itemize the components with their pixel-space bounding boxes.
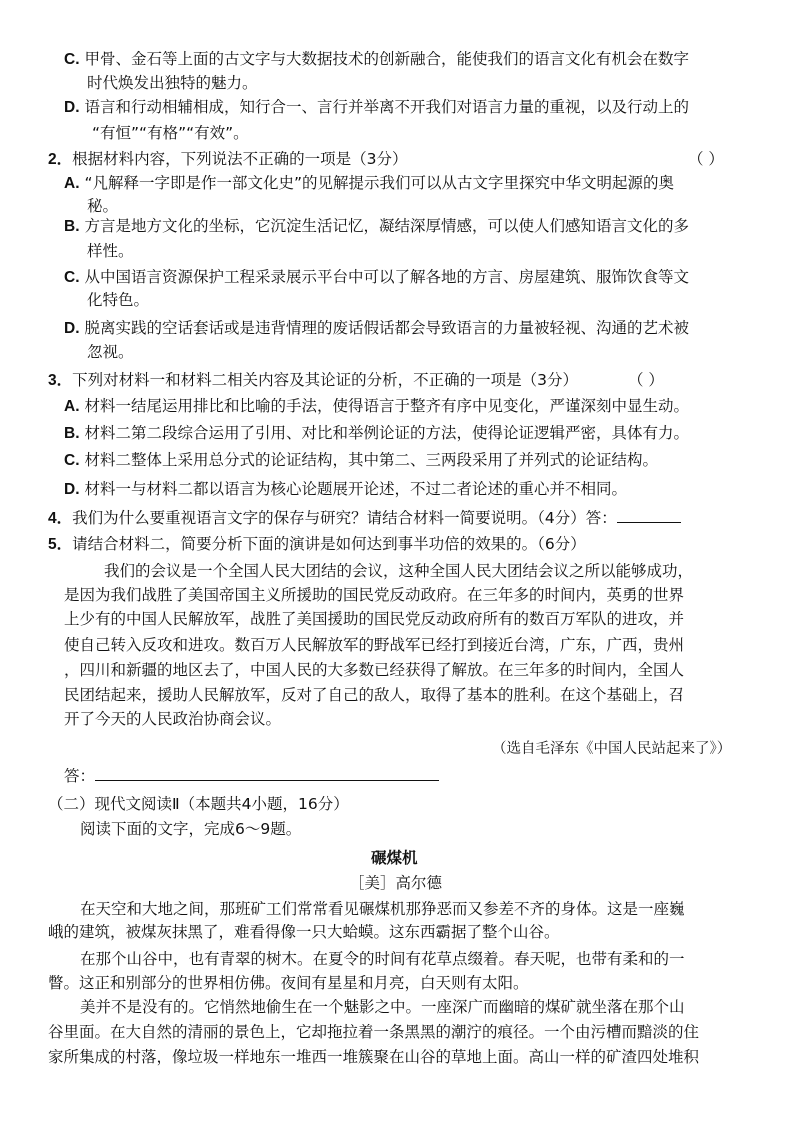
q2-option-c <box>64 266 689 289</box>
option-letter: C. <box>64 452 80 469</box>
question-text: 下列对材料一和材料二相关内容及其论证的分析，不正确的一项是（3分） <box>72 371 578 389</box>
option-text: 材料一与材料二都以语言为核心论题展开论述，不过二者论述的重心并不相同。 <box>84 480 627 498</box>
q2-answer-paren: （ ） <box>688 150 724 168</box>
question-number: 3． <box>48 372 73 389</box>
article-paragraph-line: 家所集成的村落，像垃圾一样地东一堆西一堆簇聚在山谷的草地上面。高山一样的矿渣四处堆积 <box>48 1048 700 1066</box>
q2-option-a-cont: 秘。 <box>87 197 119 215</box>
answer-blank[interactable] <box>95 764 439 781</box>
q3-stem <box>48 369 578 392</box>
article-paragraph-line: 峨的建筑，被煤灰抹黑了，难看得像一只大蛤蟆。这东西霸据了整个山谷。 <box>48 923 560 941</box>
article-author: ［美］高尔德 <box>349 874 443 892</box>
option-letter: C. <box>64 51 80 68</box>
q2-option-c-cont: 化特色。 <box>87 291 150 309</box>
question-number: 4． <box>48 510 73 527</box>
q4-stem <box>48 506 681 530</box>
option-text: 材料一结尾运用排比和比喻的手法，使得语言于整齐有序中见变化，严谨深刻中显生动。 <box>84 397 689 415</box>
speech-line: 上少有的中国人民解放军，战胜了美国援助的国民党反动政府所有的数百万军队的进攻，并 <box>64 610 685 628</box>
option-text: 从中国语言资源保护工程采录展示平台中可以了解各地的方言、房屋建筑、服饰饮食等文 <box>84 268 689 286</box>
speech-source: （选自毛泽东《中国人民站起来了》） <box>492 741 732 757</box>
question-text: 请结合材料二，简要分析下面的演讲是如何达到事半功倍的效果的。（6分） <box>72 535 586 553</box>
article-paragraph-line: 在天空和大地之间，那班矿工们常常看见碾煤机那狰恶而又参差不齐的身体。这是一座巍 <box>80 900 685 918</box>
option-text: 方言是地方文化的坐标，它沉淀生活记忆，凝结深厚情感，可以使人们感知语言文化的多 <box>84 217 689 235</box>
speech-line: 我们的会议是一个全国人民大团结的会议，这种全国人民大团结会议之所以能够成功， <box>104 562 694 580</box>
option-letter: A. <box>64 175 80 192</box>
option-letter: D. <box>64 481 80 498</box>
option-text: 脱离实践的空话套话或是违背情理的废话假话都会导致语言的力量被轻视、沟通的艺术被 <box>84 319 689 337</box>
option-letter: B. <box>64 218 80 235</box>
option-letter: D. <box>64 320 80 337</box>
speech-line: ，四川和新疆的地区去了，中国人民的大多数已经获得了解放。在三年多的时间内，全国人 <box>64 661 685 679</box>
question-text: 根据材料内容，下列说法不正确的一项是（3分） <box>72 150 408 168</box>
option-letter: A. <box>64 398 80 415</box>
section-heading: （二）现代文阅读Ⅱ（本题共4小题，16分） <box>48 795 349 813</box>
option-text: 材料二第二段综合运用了引用、对比和举例论证的方法，使得论证逻辑严密，具体有力。 <box>84 424 689 442</box>
q2-stem <box>48 148 408 171</box>
speech-line: 开了今天的人民政治协商会议。 <box>64 710 282 728</box>
q3-option-d <box>64 478 627 501</box>
option-letter: B. <box>64 425 80 442</box>
q3-option-b <box>64 422 689 445</box>
option-letter: D. <box>64 99 80 116</box>
q1-option-c-cont: 时代焕发出独特的魅力。 <box>87 74 258 92</box>
option-text: 甲骨、金石等上面的古文字与大数据技术的创新融合，能使我们的语言文化有机会在数字 <box>84 50 689 68</box>
speech-line: 民团结起来，援助人民解放军，反对了自己的敌人，取得了基本的胜利。在这个基础上，召 <box>64 686 685 704</box>
article-paragraph-line: 在那个山谷中，也有青翠的树木。在夏令的时间有花草点缀着。春天呢，也带有柔和的一 <box>80 950 685 968</box>
q3-option-c <box>64 449 658 472</box>
article-title: 碾煤机 <box>371 849 418 867</box>
question-number: 2． <box>48 151 73 168</box>
option-text: 语言和行动相辅相成，知行合一、言行并举离不开我们对语言力量的重视，以及行动上的 <box>84 98 689 116</box>
option-text: 材料二整体上采用总分式的论证结构，其中第二、三两段采用了并列式的论证结构。 <box>84 451 658 469</box>
section-instruction: 阅读下面的文字，完成6～9题。 <box>80 820 302 838</box>
speech-line: 使自己转入反攻和进攻。数百万人民解放军的野战军已经打到接近台湾，广东，广西，贵州 <box>64 636 685 654</box>
answer-label: 答： <box>64 767 96 785</box>
article-paragraph-line: 谷里面。在大自然的清丽的景色上，它却拖拉着一条黑黑的潮泞的痕径。一个由污槽而黯淡的住 <box>48 1023 700 1041</box>
q5-answer <box>64 764 439 787</box>
q3-option-a <box>64 395 689 418</box>
option-text: “凡解释一字即是作一部文化史”的见解提示我们可以从古文字里探究中华文明起源的奥 <box>84 174 675 192</box>
q2-option-a <box>64 172 674 195</box>
question-number: 5． <box>48 536 73 553</box>
q2-option-d-cont: 忽视。 <box>87 343 134 361</box>
speech-line: 是因为我们战胜了美国帝国主义所援助的国民党反动政府。在三年多的时间内，英勇的世界 <box>64 586 685 604</box>
question-text: 我们为什么要重视语言文字的保存与研究？请结合材料一简要说明。（4分）答： <box>72 509 617 527</box>
answer-blank[interactable] <box>617 506 681 523</box>
q1-option-d-cont: “有恒”“有格”“有效”。 <box>92 124 249 142</box>
article-paragraph-line: 美并不是没有的。它悄然地偷生在一个魅影之中。一座深广而幽暗的煤矿就坐落在那个山 <box>80 998 685 1016</box>
q1-option-d <box>64 96 689 119</box>
article-paragraph-line: 瞥。这正和别部分的世界相仿佛。夜间有星星和月亮，白天则有太阳。 <box>48 974 529 992</box>
q2-option-b-cont: 样性。 <box>87 242 134 260</box>
q5-stem <box>48 533 586 556</box>
q2-option-d <box>64 317 689 340</box>
q2-option-b <box>64 215 689 238</box>
option-letter: C. <box>64 269 80 286</box>
q3-answer-paren: （ ） <box>628 371 664 389</box>
q1-option-c <box>64 48 689 71</box>
